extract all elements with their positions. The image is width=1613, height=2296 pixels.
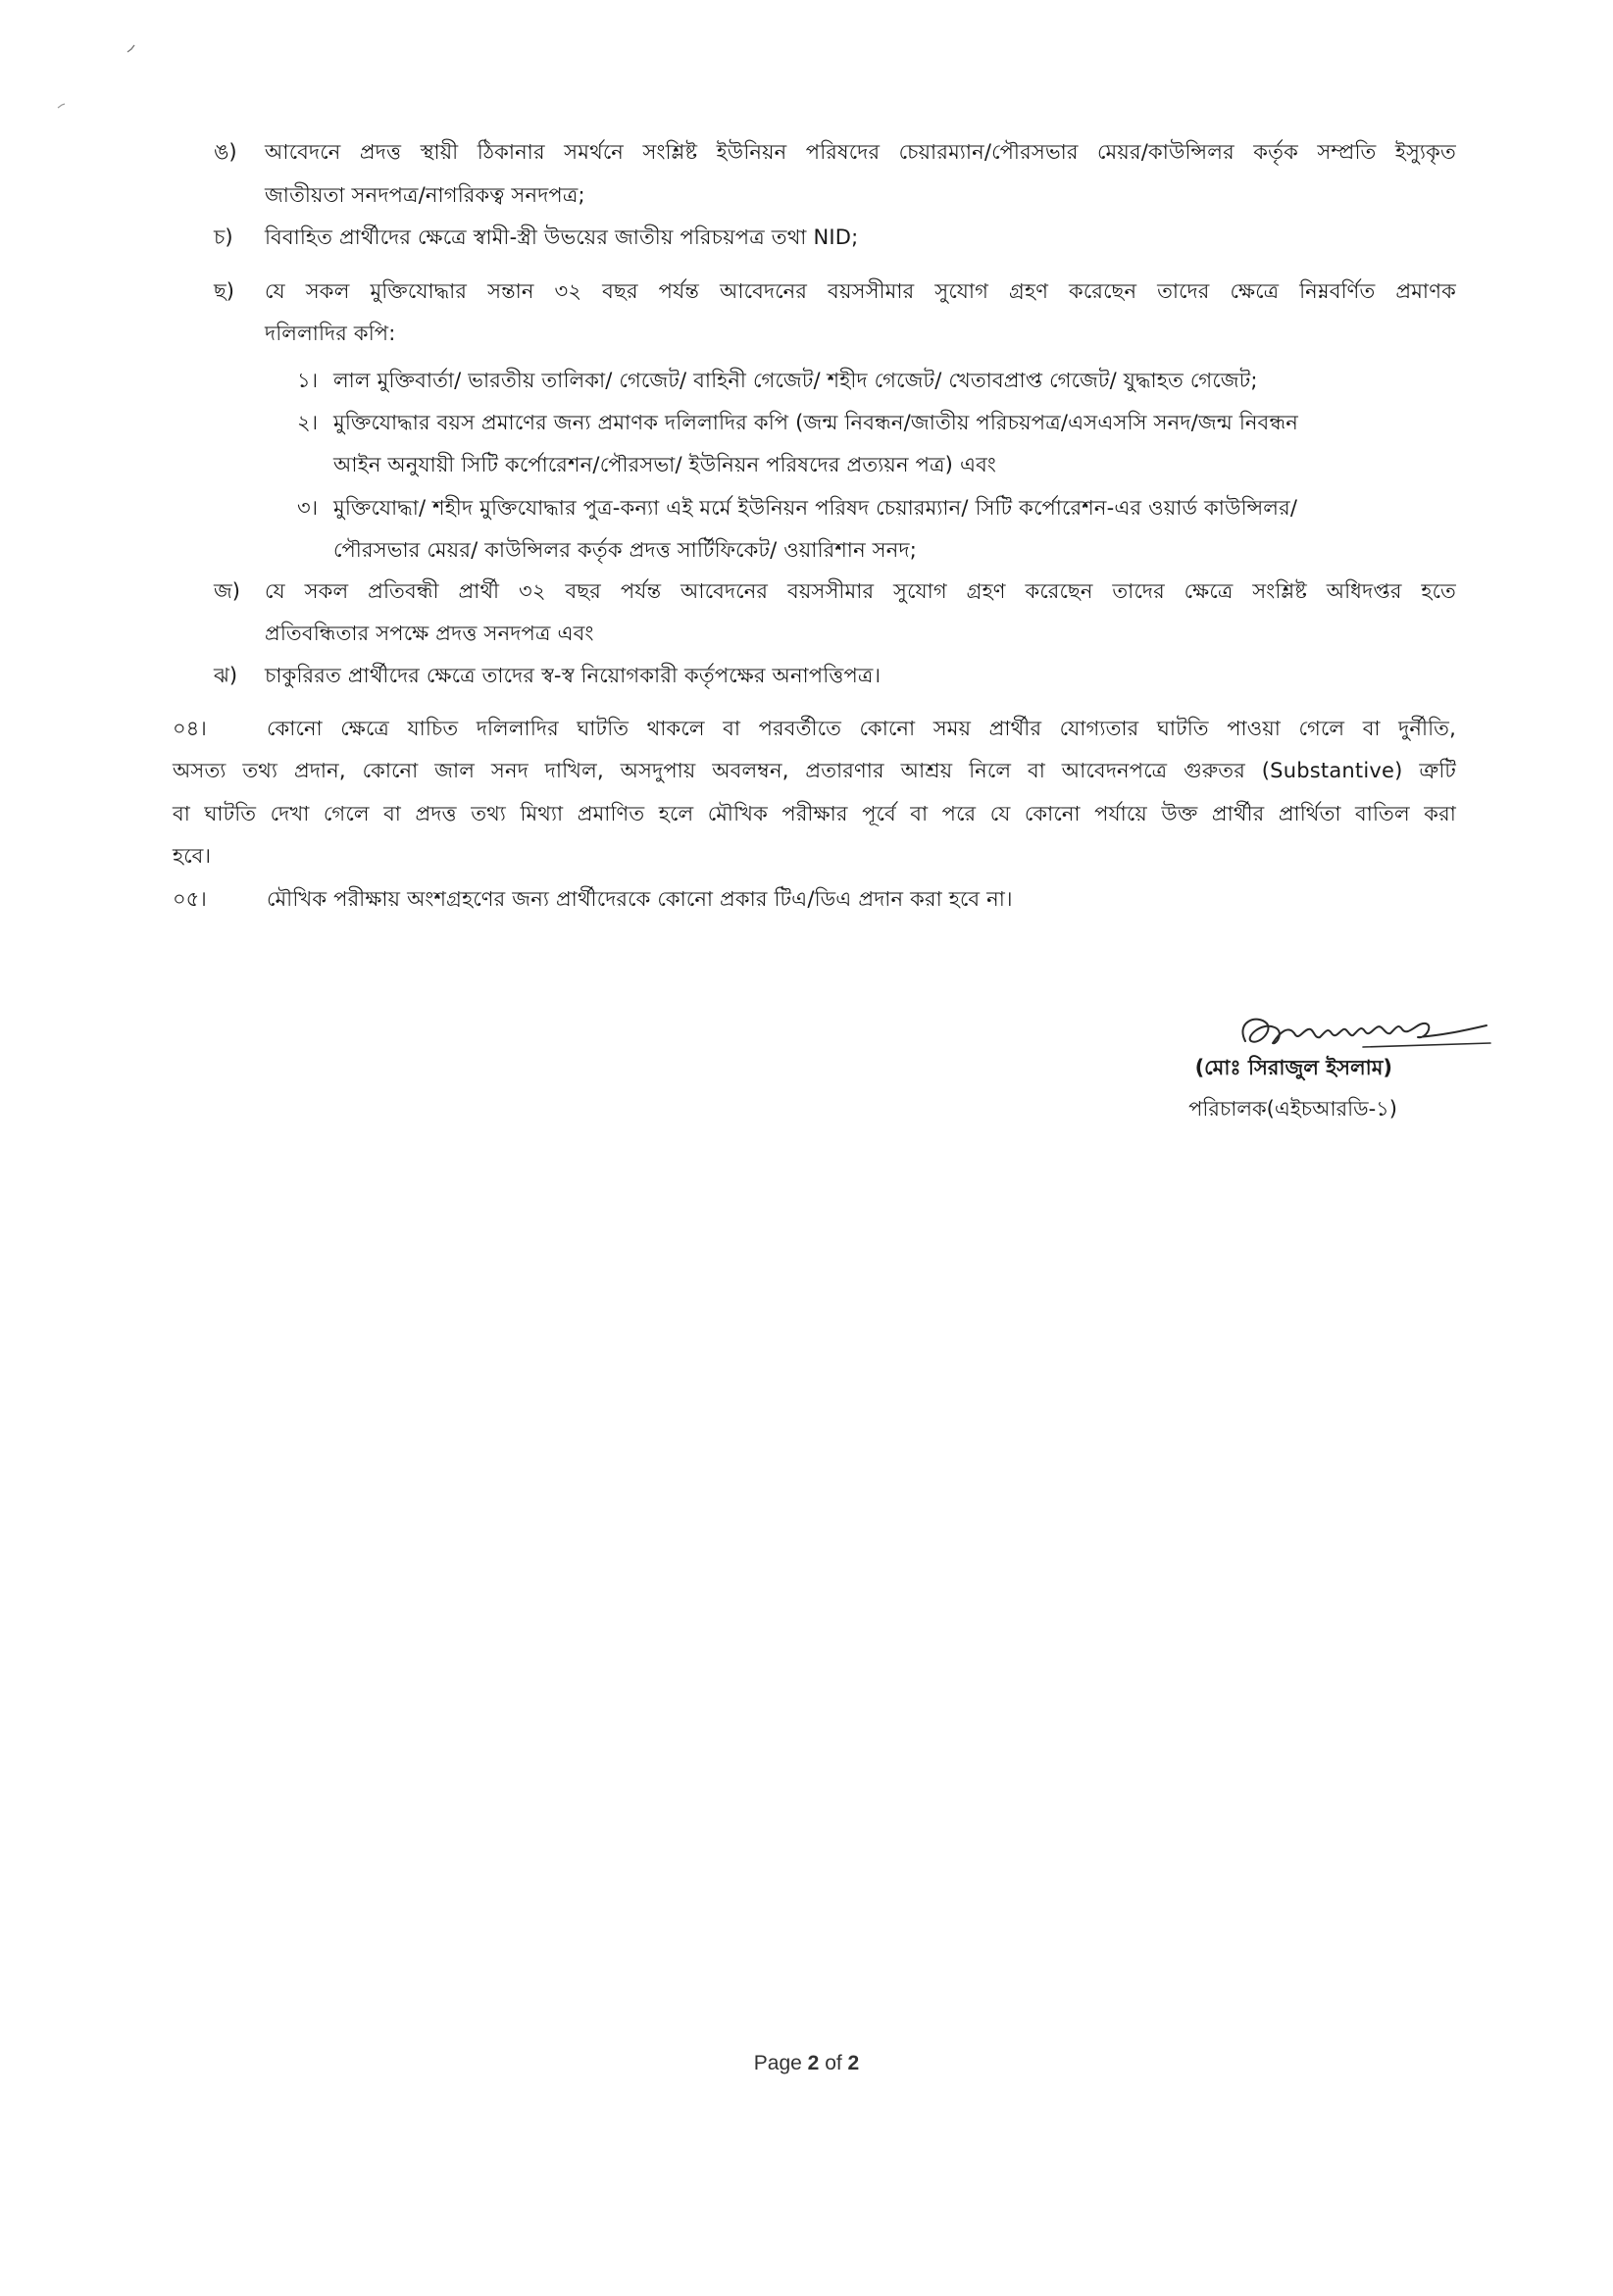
list-item-text: যে সকল প্রতিবন্ধী প্রার্থী ৩২ বছর পর্যন্ত আবেদনের বয়সসীমার সুযোগ গ্রহণ করেছেন তাদের ক্ষেত্রে সংশ্লিষ্ট অধিদপ্তর হতে — [265, 579, 1456, 603]
sub-list-item-text: আইন অনুযায়ী সিটি কর্পোরেশন/পৌরসভা/ ইউনিয়ন পরিষদের প্রত্যয়ন পত্র) এবং — [333, 453, 997, 476]
signatory-designation: পরিচালক(এইচআরডি-১) — [1188, 1097, 1397, 1121]
paragraph-text: অসত্য তথ্য প্রদান, কোনো জাল সনদ দাখিল, অসদুপায় অবলম্বন, প্রতারণার আশ্রয় নিলে বা আবেদনপত্রে গুরুতর (Substantive) ত্রুটি — [173, 759, 1456, 782]
list-item-text: চাকুরিরত প্রার্থীদের ক্ষেত্রে তাদের স্ব-স্ব নিয়োগকারী কর্তৃপক্ষের অনাপত্তিপত্র। — [265, 664, 882, 687]
sub-list-marker: ১। — [297, 369, 319, 392]
list-marker: ছ) — [214, 279, 234, 303]
list-marker: ঙ) — [214, 140, 237, 164]
scan-speck-mark — [126, 43, 137, 55]
paragraph-text: কোনো ক্ষেত্রে যাচিত দলিলাদির ঘাটতি থাকলে বা পরবর্তীতে কোনো সময় প্রার্থীর যোগ্যতার ঘাটতি পাওয়া গেলে বা দুর্নীতি, — [267, 717, 1456, 740]
sub-list-item-text: মুক্তিযোদ্ধা/ শহীদ মুক্তিযোদ্ধার পুত্র-কন্যা এই মর্মে ইউনিয়ন পরিষদ চেয়ারম্যান/ সিটি কর্পোরেশন-এর ওয়ার্ড কাউন্সিলর/ — [333, 496, 1298, 520]
list-item-text: দলিলাদির কপি: — [265, 322, 396, 345]
list-item-text: প্রতিবন্ধিতার সপক্ষে প্রদত্ত সনদপত্র এবং — [265, 622, 594, 645]
sub-list-marker: ৩। — [297, 496, 319, 520]
list-item-text: আবেদনে প্রদত্ত স্থায়ী ঠিকানার সমর্থনে সংশ্লিষ্ট ইউনিয়ন পরিষদের চেয়ারম্যান/পৌরসভার মেয়র/কাউন্সিলর কর্তৃক সম্প্রতি ইস্যুকৃত — [265, 140, 1456, 164]
footer-page-label: Page — [753, 2052, 802, 2074]
footer-total-pages: 2 — [847, 2052, 860, 2074]
paragraph-number: ০৪। — [173, 717, 207, 740]
signature-block — [1098, 1002, 1510, 1149]
footer-of-label: of — [825, 2052, 842, 2074]
list-item-text: জাতীয়তা সনদপত্র/নাগরিকত্ব সনদপত্র; — [265, 183, 585, 207]
page-footer — [0, 2049, 1613, 2078]
paragraph-text: বা ঘাটতি দেখা গেলে বা প্রদত্ত তথ্য মিথ্যা প্রমাণিত হলে মৌখিক পরীক্ষার পূর্বে বা পরে যে কোনো পর্যায়ে উক্ত প্রার্থীর প্রার্থিতা বাতিল করা — [173, 802, 1456, 825]
paragraph-text: মৌখিক পরীক্ষায় অংশগ্রহণের জন্য প্রার্থীদেরকে কোনো প্রকার টিএ/ডিএ প্রদান করা হবে না। — [267, 887, 1013, 911]
list-marker: ঝ) — [214, 664, 238, 687]
list-marker: জ) — [214, 579, 240, 603]
paragraph-number: ০৫। — [173, 887, 207, 911]
list-item-text: বিবাহিত প্রার্থীদের ক্ষেত্রে স্বামী-স্ত্রী উভয়ের জাতীয় পরিচয়পত্র তথা NID; — [265, 225, 859, 249]
signatory-name: (মোঃ সিরাজুল ইসলাম) — [1194, 1056, 1392, 1079]
list-item-text: যে সকল মুক্তিযোদ্ধার সন্তান ৩২ বছর পর্যন্ত আবেদনের বয়সসীমার সুযোগ গ্রহণ করেছেন তাদের ক্ষেত্রে নিম্নবর্ণিত প্রমাণক — [265, 279, 1456, 303]
list-marker: চ) — [214, 225, 233, 249]
sub-list-item-text: পৌরসভার মেয়র/ কাউন্সিলর কর্তৃক প্রদত্ত সার্টিফিকেট/ ওয়ারিশান সনদ; — [333, 538, 917, 562]
footer-current-page: 2 — [807, 2052, 820, 2074]
sub-list-item-text: লাল মুক্তিবার্তা/ ভারতীয় তালিকা/ গেজেট/ বাহিনী গেজেট/ শহীদ গেজেট/ খেতাবপ্রাপ্ত গেজেট/ যুদ্ধাহত গেজেট; — [333, 369, 1258, 392]
scan-speck-mark — [57, 102, 67, 110]
paragraph-text: হবে। — [173, 844, 212, 868]
sub-list-item-text: মুক্তিযোদ্ধার বয়স প্রমাণের জন্য প্রমাণক দলিলাদির কপি (জন্ম নিবন্ধন/জাতীয় পরিচয়পত্র/এসএসসি সনদ/জন্ম নিবন্ধন — [333, 411, 1299, 434]
sub-list-marker: ২। — [297, 411, 319, 434]
